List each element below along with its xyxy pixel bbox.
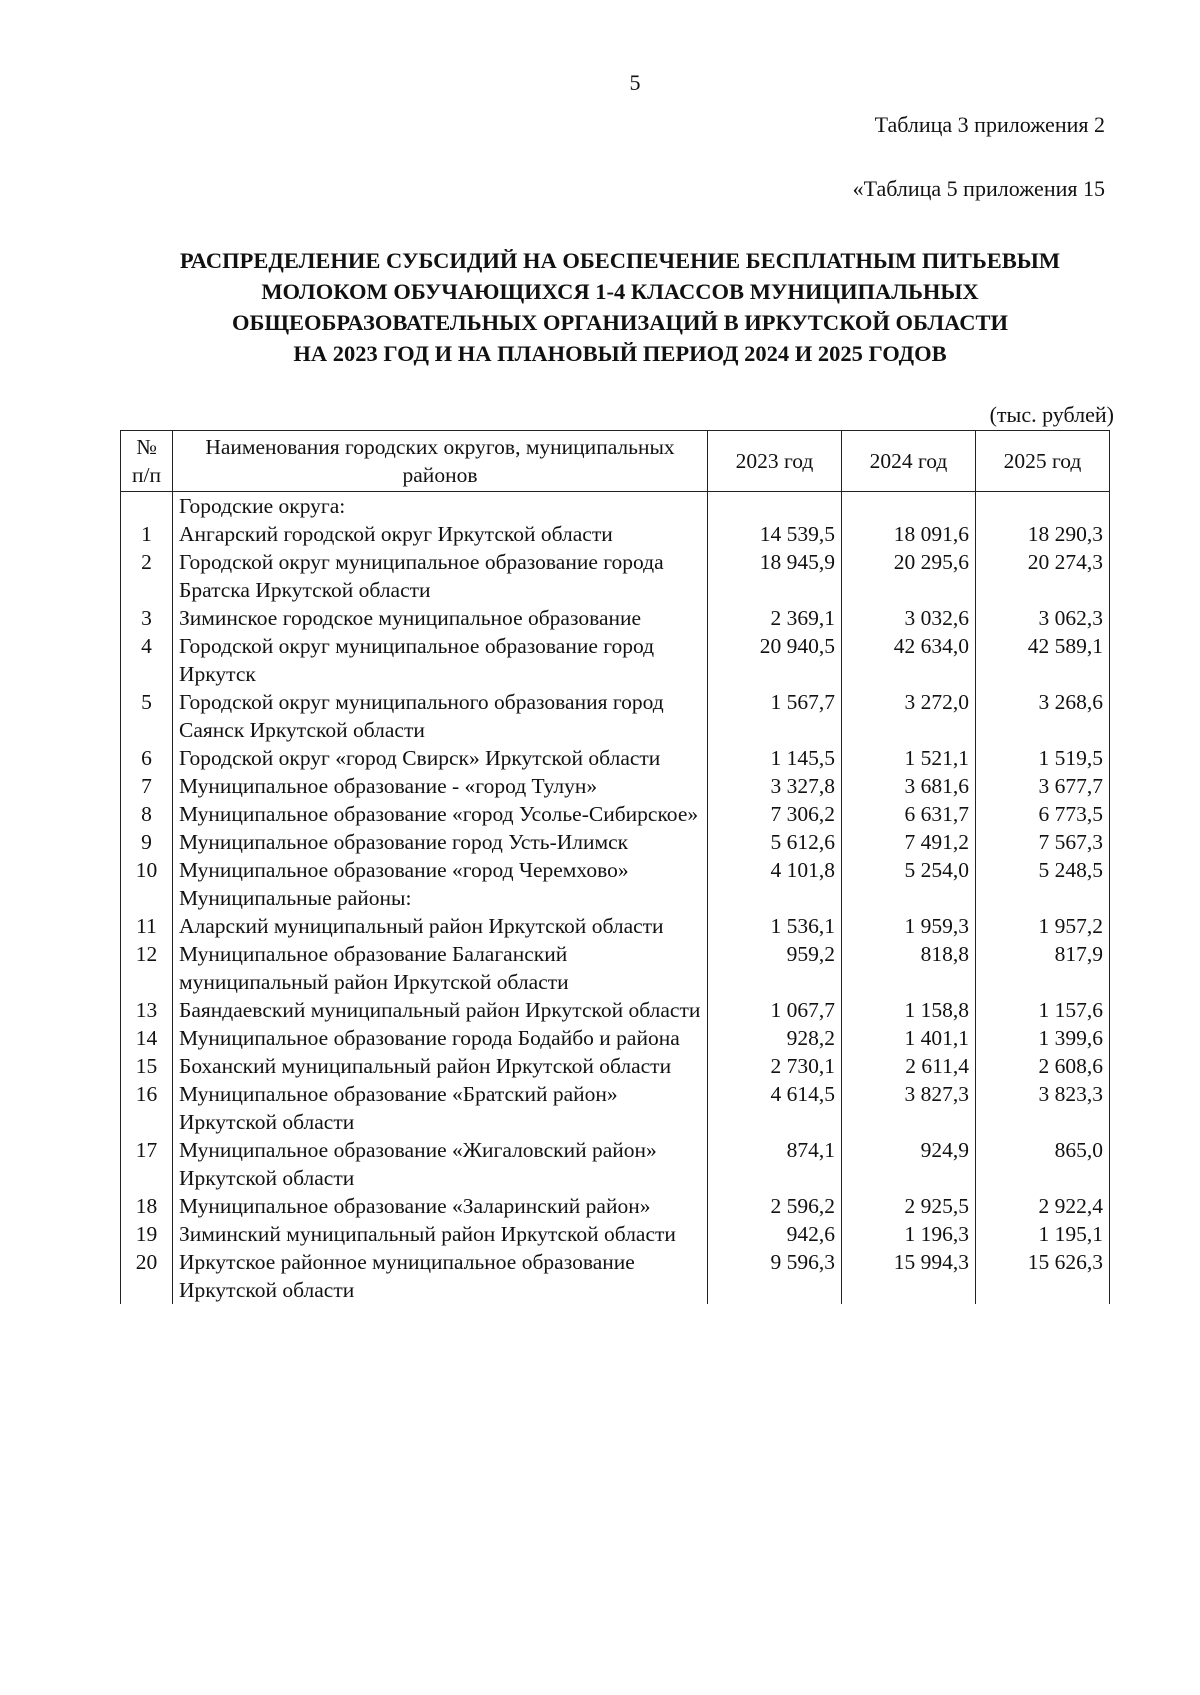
value-2023: 1 567,7 bbox=[708, 688, 842, 744]
row-number: 12 bbox=[121, 940, 173, 996]
table-row bbox=[121, 1192, 1110, 1220]
table-row bbox=[121, 912, 1110, 940]
municipality-name: Аларский муниципальный район Иркутской области bbox=[173, 912, 708, 940]
value-2023: 959,2 bbox=[708, 940, 842, 996]
header-name: Наименования городских округов, муниципальных районов bbox=[173, 431, 708, 492]
table-row bbox=[121, 772, 1110, 800]
value-2025: 6 773,5 bbox=[976, 800, 1110, 828]
municipality-name: Городской округ «город Свирск» Иркутской области bbox=[173, 744, 708, 772]
value-2025: 20 274,3 bbox=[976, 548, 1110, 604]
subsidy-table bbox=[120, 430, 1110, 1304]
value-2023: 18 945,9 bbox=[708, 548, 842, 604]
municipality-name: Городской округ муниципальное образование города Братска Иркутской области bbox=[173, 548, 708, 604]
value-2024: 3 827,3 bbox=[842, 1080, 976, 1136]
header-number bbox=[121, 431, 173, 492]
title-line: ОБЩЕОБРАЗОВАТЕЛЬНЫХ ОРГАНИЗАЦИЙ В ИРКУТСКОЙ ОБЛАСТИ bbox=[231, 310, 1009, 335]
value-2024: 1 959,3 bbox=[842, 912, 976, 940]
row-number: 4 bbox=[121, 632, 173, 688]
section-empty-cell bbox=[708, 884, 842, 912]
appendix-reference: Таблица 3 приложения 2 bbox=[874, 112, 1105, 137]
table-row bbox=[121, 744, 1110, 772]
value-2025: 3 268,6 bbox=[976, 688, 1110, 744]
value-2024: 818,8 bbox=[842, 940, 976, 996]
value-2025: 2 608,6 bbox=[976, 1052, 1110, 1080]
value-2024: 2 925,5 bbox=[842, 1192, 976, 1220]
section-empty-cell bbox=[976, 884, 1110, 912]
value-2024: 15 994,3 bbox=[842, 1248, 976, 1304]
row-number: 9 bbox=[121, 828, 173, 856]
value-2025: 3 823,3 bbox=[976, 1080, 1110, 1136]
row-number: 18 bbox=[121, 1192, 173, 1220]
value-2023: 5 612,6 bbox=[708, 828, 842, 856]
value-2025: 1 957,2 bbox=[976, 912, 1110, 940]
table-row bbox=[121, 828, 1110, 856]
value-2025: 1 157,6 bbox=[976, 996, 1110, 1024]
value-2024: 6 631,7 bbox=[842, 800, 976, 828]
value-2025: 1 399,6 bbox=[976, 1024, 1110, 1052]
amended-table-reference: «Таблица 5 приложения 15 bbox=[852, 176, 1105, 201]
row-number: 1 bbox=[121, 520, 173, 548]
value-2024: 3 681,6 bbox=[842, 772, 976, 800]
units-label: (тыс. рублей) bbox=[989, 402, 1114, 427]
municipality-name: Иркутское районное муниципальное образование Иркутской области bbox=[173, 1248, 708, 1304]
municipality-name: Муниципальное образование город Усть-Илимск bbox=[173, 828, 708, 856]
value-2023: 2 730,1 bbox=[708, 1052, 842, 1080]
section-number-cell bbox=[121, 884, 173, 912]
value-2023: 4 101,8 bbox=[708, 856, 842, 884]
value-2025: 18 290,3 bbox=[976, 520, 1110, 548]
header-number-symbol: № bbox=[136, 435, 157, 459]
table-header-row bbox=[121, 431, 1110, 492]
header-2023: 2023 год bbox=[708, 431, 842, 492]
municipality-name: Городской округ муниципальное образование город Иркутск bbox=[173, 632, 708, 688]
value-2025: 5 248,5 bbox=[976, 856, 1110, 884]
title-line: НА 2023 ГОД И НА ПЛАНОВЫЙ ПЕРИОД 2024 И 2025 ГОДОВ bbox=[293, 341, 947, 366]
value-2025: 2 922,4 bbox=[976, 1192, 1110, 1220]
value-2023: 1 536,1 bbox=[708, 912, 842, 940]
value-2023: 2 369,1 bbox=[708, 604, 842, 632]
section-empty-cell bbox=[842, 884, 976, 912]
municipality-name: Муниципальное образование Балаганский муниципальный район Иркутской области bbox=[173, 940, 708, 996]
table-body bbox=[121, 492, 1110, 1305]
value-2024: 1 158,8 bbox=[842, 996, 976, 1024]
section-empty-cell bbox=[976, 492, 1110, 521]
municipality-name: Муниципальное образование «город Усолье-Сибирское» bbox=[173, 800, 708, 828]
value-2025: 3 677,7 bbox=[976, 772, 1110, 800]
value-2024: 924,9 bbox=[842, 1136, 976, 1192]
table-row bbox=[121, 632, 1110, 688]
value-2024: 42 634,0 bbox=[842, 632, 976, 688]
value-2024: 2 611,4 bbox=[842, 1052, 976, 1080]
value-2025: 1 195,1 bbox=[976, 1220, 1110, 1248]
value-2025: 7 567,3 bbox=[976, 828, 1110, 856]
value-2023: 2 596,2 bbox=[708, 1192, 842, 1220]
row-number: 16 bbox=[121, 1080, 173, 1136]
value-2024: 18 091,6 bbox=[842, 520, 976, 548]
section-label: Муниципальные районы: bbox=[173, 884, 708, 912]
table-row bbox=[121, 996, 1110, 1024]
header-2024: 2024 год bbox=[842, 431, 976, 492]
value-2025: 817,9 bbox=[976, 940, 1110, 996]
table-row bbox=[121, 548, 1110, 604]
value-2024: 1 401,1 bbox=[842, 1024, 976, 1052]
municipality-name: Муниципальное образование «город Черемхово» bbox=[173, 856, 708, 884]
table-row bbox=[121, 800, 1110, 828]
value-2023: 14 539,5 bbox=[708, 520, 842, 548]
value-2024: 7 491,2 bbox=[842, 828, 976, 856]
value-2023: 4 614,5 bbox=[708, 1080, 842, 1136]
municipality-name: Ангарский городской округ Иркутской области bbox=[173, 520, 708, 548]
section-municipal-districts bbox=[121, 884, 1110, 912]
municipality-name: Муниципальное образование «Жигаловский район» Иркутской области bbox=[173, 1136, 708, 1192]
value-2025: 3 062,3 bbox=[976, 604, 1110, 632]
table-row bbox=[121, 1080, 1110, 1136]
value-2023: 1 145,5 bbox=[708, 744, 842, 772]
value-2023: 942,6 bbox=[708, 1220, 842, 1248]
municipality-name: Зиминское городское муниципальное образование bbox=[173, 604, 708, 632]
table-row bbox=[121, 688, 1110, 744]
row-number: 14 bbox=[121, 1024, 173, 1052]
section-empty-cell bbox=[842, 492, 976, 521]
value-2024: 1 521,1 bbox=[842, 744, 976, 772]
section-number-cell bbox=[121, 492, 173, 521]
row-number: 19 bbox=[121, 1220, 173, 1248]
row-number: 8 bbox=[121, 800, 173, 828]
table-row bbox=[121, 856, 1110, 884]
value-2024: 3 272,0 bbox=[842, 688, 976, 744]
row-number: 17 bbox=[121, 1136, 173, 1192]
table-row bbox=[121, 1248, 1110, 1304]
row-number: 3 bbox=[121, 604, 173, 632]
row-number: 11 bbox=[121, 912, 173, 940]
row-number: 7 bbox=[121, 772, 173, 800]
section-label: Городские округа: bbox=[173, 492, 708, 521]
value-2025: 15 626,3 bbox=[976, 1248, 1110, 1304]
value-2023: 928,2 bbox=[708, 1024, 842, 1052]
value-2025: 1 519,5 bbox=[976, 744, 1110, 772]
table-row bbox=[121, 1136, 1110, 1192]
row-number: 6 bbox=[121, 744, 173, 772]
value-2023: 9 596,3 bbox=[708, 1248, 842, 1304]
row-number: 5 bbox=[121, 688, 173, 744]
row-number: 13 bbox=[121, 996, 173, 1024]
value-2025: 42 589,1 bbox=[976, 632, 1110, 688]
municipality-name: Муниципальное образование - «город Тулун» bbox=[173, 772, 708, 800]
value-2024: 20 295,6 bbox=[842, 548, 976, 604]
table-row bbox=[121, 1052, 1110, 1080]
municipality-name: Муниципальное образование «Братский район» Иркутской области bbox=[173, 1080, 708, 1136]
municipality-name: Боханский муниципальный район Иркутской области bbox=[173, 1052, 708, 1080]
municipality-name: Баяндаевский муниципальный район Иркутской области bbox=[173, 996, 708, 1024]
value-2025: 865,0 bbox=[976, 1136, 1110, 1192]
section-empty-cell bbox=[708, 492, 842, 521]
value-2023: 20 940,5 bbox=[708, 632, 842, 688]
table-row bbox=[121, 1024, 1110, 1052]
municipality-name: Зиминский муниципальный район Иркутской области bbox=[173, 1220, 708, 1248]
table-row bbox=[121, 940, 1110, 996]
row-number: 2 bbox=[121, 548, 173, 604]
value-2024: 1 196,3 bbox=[842, 1220, 976, 1248]
municipality-name: Городской округ муниципального образования город Саянск Иркутской области bbox=[173, 688, 708, 744]
row-number: 20 bbox=[121, 1248, 173, 1304]
header-2025: 2025 год bbox=[976, 431, 1110, 492]
value-2023: 874,1 bbox=[708, 1136, 842, 1192]
title-line: МОЛОКОМ ОБУЧАЮЩИХСЯ 1-4 КЛАССОВ МУНИЦИПАЛЬНЫХ bbox=[261, 279, 979, 304]
value-2023: 1 067,7 bbox=[708, 996, 842, 1024]
municipality-name: Муниципальное образование города Бодайбо и района bbox=[173, 1024, 708, 1052]
table-row bbox=[121, 520, 1110, 548]
value-2023: 3 327,8 bbox=[708, 772, 842, 800]
document-title bbox=[120, 245, 1120, 369]
value-2024: 5 254,0 bbox=[842, 856, 976, 884]
header-number-abbr: п/п bbox=[132, 463, 161, 487]
table-row bbox=[121, 604, 1110, 632]
table-row bbox=[121, 1220, 1110, 1248]
value-2024: 3 032,6 bbox=[842, 604, 976, 632]
page-number: 5 bbox=[629, 70, 641, 95]
section-urban-districts bbox=[121, 492, 1110, 521]
row-number: 10 bbox=[121, 856, 173, 884]
title-line: РАСПРЕДЕЛЕНИЕ СУБСИДИЙ НА ОБЕСПЕЧЕНИЕ БЕСПЛАТНЫМ ПИТЬЕВЫМ bbox=[179, 248, 1061, 273]
row-number: 15 bbox=[121, 1052, 173, 1080]
municipality-name: Муниципальное образование «Заларинский район» bbox=[173, 1192, 708, 1220]
value-2023: 7 306,2 bbox=[708, 800, 842, 828]
